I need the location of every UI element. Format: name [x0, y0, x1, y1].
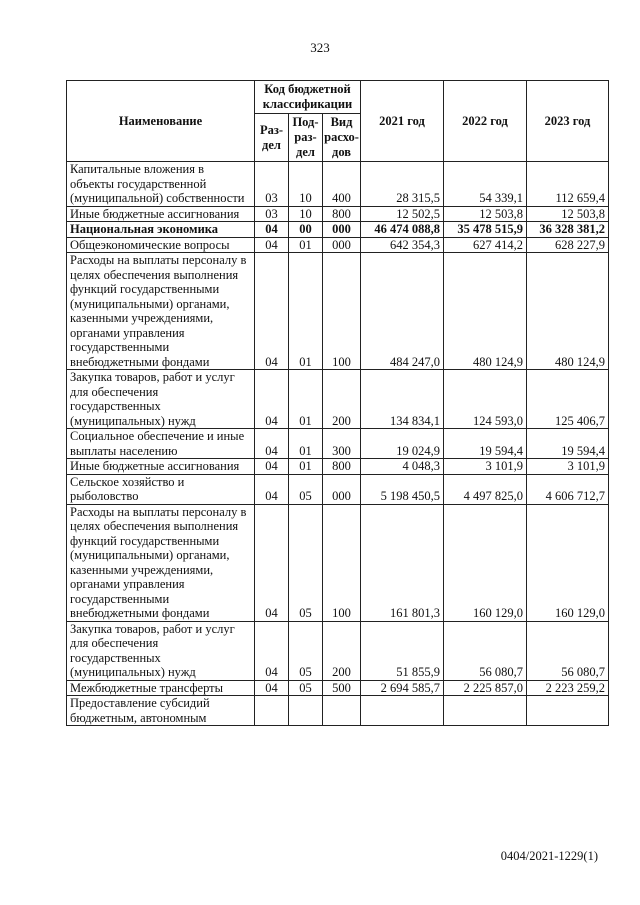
table-row: [67, 459, 609, 475]
table-row: [67, 370, 609, 429]
row-razdel: 04: [255, 429, 289, 459]
row-podrazdel: 01: [289, 253, 323, 370]
row-razdel: 03: [255, 162, 289, 207]
row-razdel: [255, 696, 289, 726]
row-value-2023: 628 227,9: [527, 237, 609, 253]
header-2023: 2023 год: [527, 81, 609, 162]
row-value-2021: 46 474 088,8: [361, 222, 444, 238]
row-value-2022: 54 339,1: [444, 162, 527, 207]
row-value-2023: [527, 696, 609, 726]
row-value-2023: 12 503,8: [527, 206, 609, 222]
row-name: Закупка товаров, работ и услуг для обеспечения государственных (муниципальных) нужд: [67, 621, 255, 680]
table-row: [67, 474, 609, 504]
row-name: Социальное обеспечение и иные выплаты населению: [67, 429, 255, 459]
row-vid: 100: [323, 253, 361, 370]
row-vid: 000: [323, 237, 361, 253]
table-row: [67, 429, 609, 459]
row-vid: 800: [323, 206, 361, 222]
row-name: Межбюджетные трансферты: [67, 680, 255, 696]
row-name: Иные бюджетные ассигнования: [67, 206, 255, 222]
row-name: Сельское хозяйство и рыболовство: [67, 474, 255, 504]
row-value-2021: 4 048,3: [361, 459, 444, 475]
row-vid: 300: [323, 429, 361, 459]
row-value-2022: 160 129,0: [444, 504, 527, 621]
row-vid: 200: [323, 370, 361, 429]
row-value-2022: 3 101,9: [444, 459, 527, 475]
row-value-2021: 5 198 450,5: [361, 474, 444, 504]
row-podrazdel: 10: [289, 162, 323, 207]
table-header: [67, 81, 609, 162]
table-row: [67, 206, 609, 222]
table-row: [67, 504, 609, 621]
row-value-2022: 124 593,0: [444, 370, 527, 429]
budget-table: [66, 80, 609, 726]
row-value-2023: 19 594,4: [527, 429, 609, 459]
row-vid: 800: [323, 459, 361, 475]
table-row: [67, 696, 609, 726]
header-razdel: Раз-дел: [255, 114, 289, 162]
row-value-2022: 480 124,9: [444, 253, 527, 370]
row-name: Закупка товаров, работ и услуг для обеспечения государственных (муниципальных) нужд: [67, 370, 255, 429]
row-value-2021: 161 801,3: [361, 504, 444, 621]
table-row: [67, 253, 609, 370]
row-podrazdel: 05: [289, 504, 323, 621]
row-value-2023: 3 101,9: [527, 459, 609, 475]
row-podrazdel: 01: [289, 459, 323, 475]
header-name: Наименование: [67, 81, 255, 162]
row-name: Капитальные вложения в объекты государственной (муниципальной) собственности: [67, 162, 255, 207]
row-name: Расходы на выплаты персоналу в целях обеспечения выполнения функций государственными (муниципальными) органами, казенными учреждениями, органами управления государственными внебюджетными фондами: [67, 504, 255, 621]
row-name: Расходы на выплаты персоналу в целях обеспечения выполнения функций государственными (муниципальными) органами, казенными учреждениями, органами управления государственными внебюджетными фондами: [67, 253, 255, 370]
row-razdel: 04: [255, 370, 289, 429]
row-value-2021: 51 855,9: [361, 621, 444, 680]
table-row: [67, 621, 609, 680]
row-value-2022: 2 225 857,0: [444, 680, 527, 696]
header-2021: 2021 год: [361, 81, 444, 162]
document-code: 0404/2021-1229(1): [500, 849, 598, 863]
row-value-2022: [444, 696, 527, 726]
row-podrazdel: 01: [289, 237, 323, 253]
row-value-2021: 642 354,3: [361, 237, 444, 253]
row-vid: 000: [323, 474, 361, 504]
row-value-2023: 125 406,7: [527, 370, 609, 429]
row-podrazdel: 00: [289, 222, 323, 238]
row-vid: 200: [323, 621, 361, 680]
header-code-group: Код бюджетной классификации: [255, 81, 361, 114]
row-value-2023: 36 328 381,2: [527, 222, 609, 238]
row-value-2022: 627 414,2: [444, 237, 527, 253]
row-value-2021: [361, 696, 444, 726]
table-row: [67, 237, 609, 253]
row-name: Общеэкономические вопросы: [67, 237, 255, 253]
table-row: [67, 680, 609, 696]
row-vid: 100: [323, 504, 361, 621]
row-razdel: 04: [255, 474, 289, 504]
header-podrazdel: Под-раз-дел: [289, 114, 323, 162]
table-row: [67, 222, 609, 238]
row-razdel: 04: [255, 680, 289, 696]
row-podrazdel: 10: [289, 206, 323, 222]
table-row: [67, 162, 609, 207]
row-value-2023: 2 223 259,2: [527, 680, 609, 696]
row-value-2023: 480 124,9: [527, 253, 609, 370]
header-vid: Вид расхо-дов: [323, 114, 361, 162]
header-2022: 2022 год: [444, 81, 527, 162]
row-podrazdel: 05: [289, 621, 323, 680]
row-razdel: 04: [255, 621, 289, 680]
row-razdel: 04: [255, 253, 289, 370]
row-value-2021: 19 024,9: [361, 429, 444, 459]
row-value-2023: 56 080,7: [527, 621, 609, 680]
row-podrazdel: [289, 696, 323, 726]
row-razdel: 03: [255, 206, 289, 222]
row-podrazdel: 01: [289, 429, 323, 459]
row-name: Национальная экономика: [67, 222, 255, 238]
row-value-2023: 160 129,0: [527, 504, 609, 621]
row-podrazdel: 05: [289, 680, 323, 696]
row-razdel: 04: [255, 237, 289, 253]
row-value-2021: 12 502,5: [361, 206, 444, 222]
row-value-2023: 4 606 712,7: [527, 474, 609, 504]
row-razdel: 04: [255, 459, 289, 475]
row-podrazdel: 05: [289, 474, 323, 504]
row-value-2021: 2 694 585,7: [361, 680, 444, 696]
row-value-2022: 56 080,7: [444, 621, 527, 680]
table-body: [67, 162, 609, 726]
row-podrazdel: 01: [289, 370, 323, 429]
row-vid: 400: [323, 162, 361, 207]
row-razdel: 04: [255, 504, 289, 621]
row-vid: 500: [323, 680, 361, 696]
row-name: Иные бюджетные ассигнования: [67, 459, 255, 475]
row-value-2021: 28 315,5: [361, 162, 444, 207]
row-vid: [323, 696, 361, 726]
page-number: 323: [310, 40, 330, 55]
row-value-2022: 19 594,4: [444, 429, 527, 459]
row-razdel: 04: [255, 222, 289, 238]
row-name: Предоставление субсидий бюджетным, автономным: [67, 696, 255, 726]
row-value-2022: 12 503,8: [444, 206, 527, 222]
row-value-2022: 35 478 515,9: [444, 222, 527, 238]
row-value-2021: 484 247,0: [361, 253, 444, 370]
row-value-2023: 112 659,4: [527, 162, 609, 207]
row-vid: 000: [323, 222, 361, 238]
row-value-2021: 134 834,1: [361, 370, 444, 429]
row-value-2022: 4 497 825,0: [444, 474, 527, 504]
